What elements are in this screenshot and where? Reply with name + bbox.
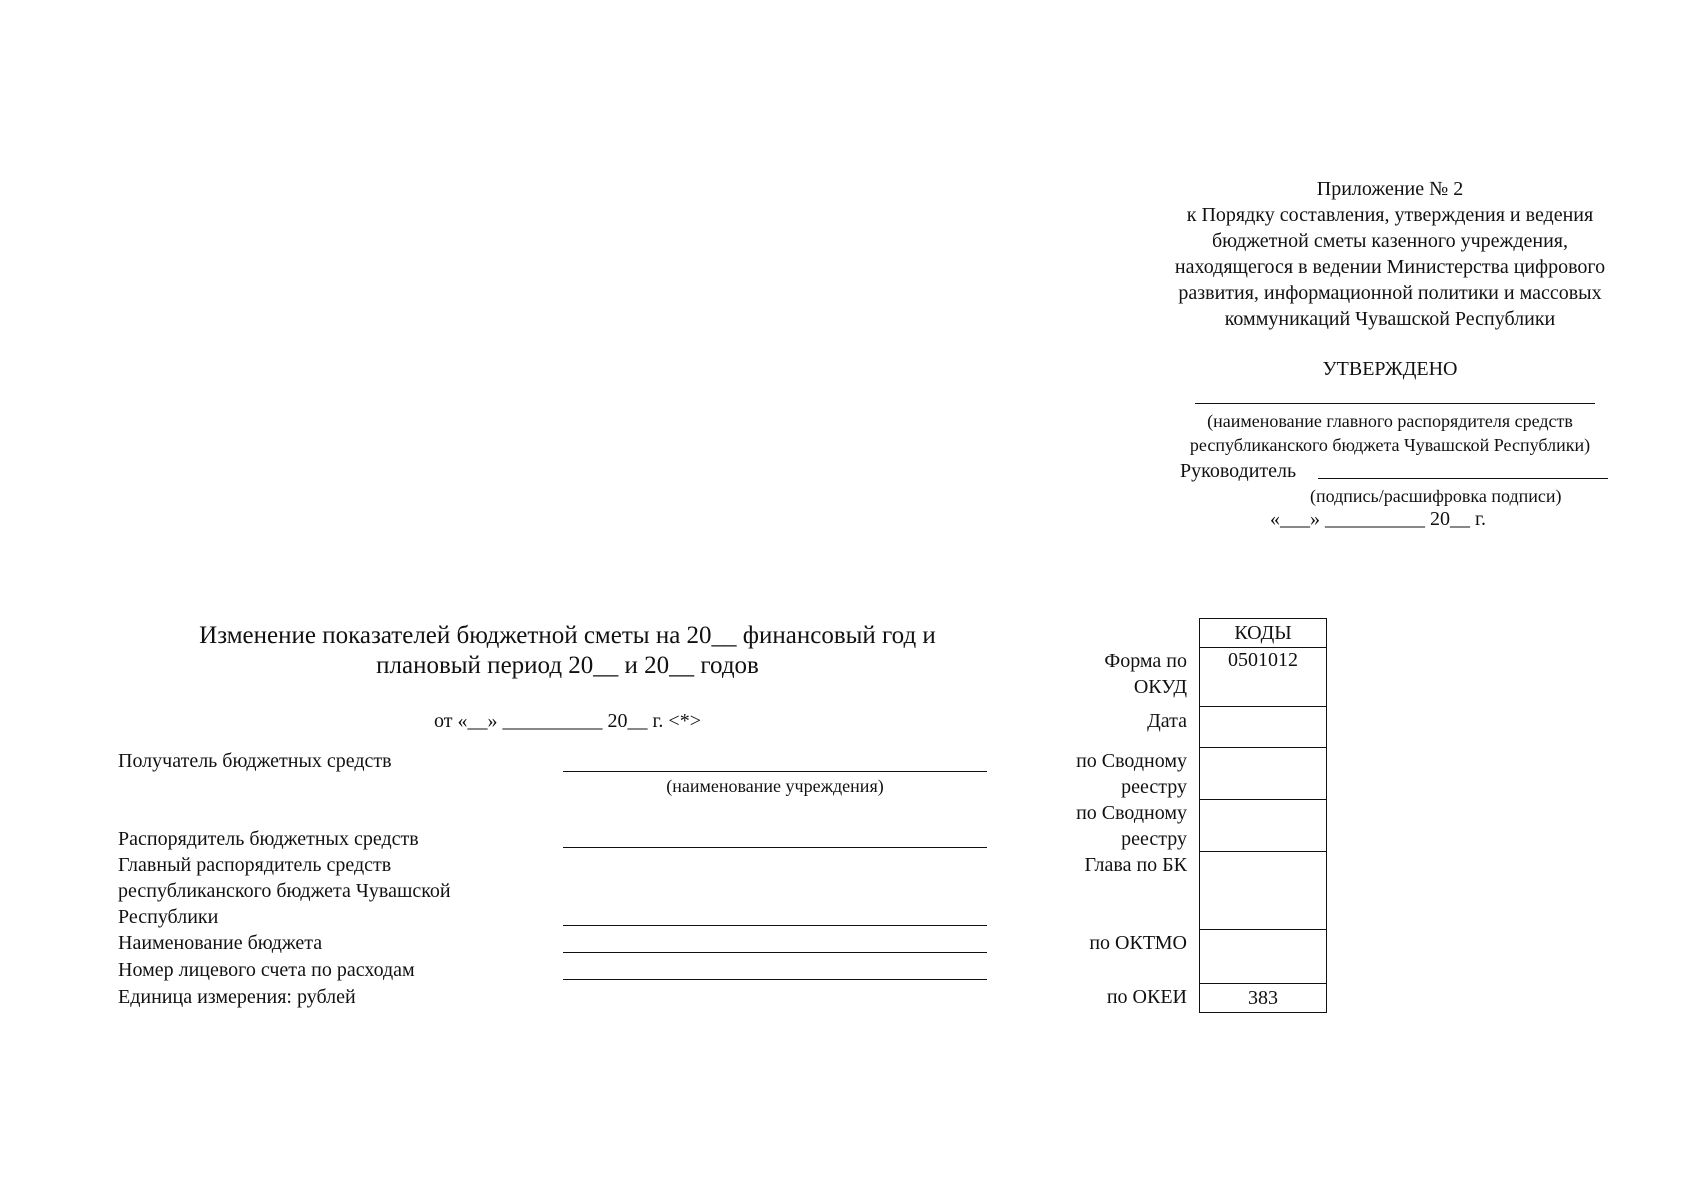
approver-caption: республиканского бюджета Чувашской Республики) <box>1189 435 1591 455</box>
registry-code-cell-2 <box>1199 799 1327 852</box>
budget-name-label: Наименование бюджета <box>118 932 323 954</box>
recipient-caption: (наименование учреждения) <box>666 776 884 796</box>
approver-name-line <box>1195 403 1595 404</box>
manager-line <box>563 847 987 848</box>
date-code-label: Дата <box>1147 710 1187 732</box>
registry-label-2: по Сводному <box>1076 802 1187 824</box>
approver-caption: (наименование главного распорядителя средств <box>1207 411 1573 431</box>
recipient-label: Получатель бюджетных средств <box>118 750 392 772</box>
manager-label: Распорядитель бюджетных средств <box>118 828 419 850</box>
document-title-line2: плановый период 20__ и 20__ годов <box>376 652 759 679</box>
signature-caption: (подпись/расшифровка подписи) <box>1310 486 1562 506</box>
okei-code-cell: 383 <box>1199 983 1327 1013</box>
oktmo-label: по ОКТМО <box>1089 932 1187 954</box>
appendix-title: Приложение № 2 <box>1316 178 1464 200</box>
document-date: от «__» __________ 20__ г. <*> <box>434 710 701 732</box>
okud-code-cell: 0501012 <box>1199 646 1327 707</box>
signature-line <box>1318 478 1608 479</box>
appendix-line: к Порядку составления, утверждения и ведения <box>1186 204 1594 226</box>
chief-manager-label-line2: республиканского бюджета Чувашской <box>118 880 451 902</box>
approval-date-line: «___» __________ 20__ г. <box>1270 508 1486 530</box>
appendix-line: коммуникаций Чувашской Республики <box>1224 308 1556 330</box>
appendix-line: развития, информационной политики и массовых <box>1178 282 1602 304</box>
recipient-line <box>563 771 987 772</box>
registry-label-1: по Сводному <box>1076 750 1187 772</box>
unit-label: Единица измерения: рублей <box>118 986 356 1008</box>
date-code-cell <box>1199 706 1327 748</box>
document-title: Изменение показателей бюджетной сметы на 20__ финансовый год и <box>199 622 936 649</box>
chief-manager-line <box>563 925 987 926</box>
oktmo-code-cell <box>1199 929 1327 984</box>
approved-heading: УТВЕРЖДЕНО <box>1322 358 1458 380</box>
okud-label-line2: ОКУД <box>1133 676 1187 698</box>
budget-name-line <box>563 952 987 953</box>
okei-label: по ОКЕИ <box>1106 986 1187 1008</box>
codes-header: КОДЫ <box>1199 618 1327 648</box>
registry-code-cell-1 <box>1199 747 1327 800</box>
head-label: Руководитель <box>1180 460 1297 482</box>
appendix-line: находящегося в ведении Министерства цифрового <box>1174 256 1606 278</box>
account-label: Номер лицевого счета по расходам <box>118 959 415 981</box>
bk-label: Глава по БК <box>1084 854 1187 876</box>
registry-label-2-line2: реестру <box>1121 828 1187 850</box>
appendix-line: бюджетной сметы казенного учреждения, <box>1211 230 1569 252</box>
registry-label-1-line2: реестру <box>1121 776 1187 798</box>
chief-manager-label: Главный распорядитель средств <box>118 854 392 876</box>
okud-label: Форма по <box>1104 650 1187 672</box>
account-line <box>563 979 987 980</box>
bk-code-cell <box>1199 851 1327 930</box>
chief-manager-label-line3: Республики <box>118 906 219 928</box>
